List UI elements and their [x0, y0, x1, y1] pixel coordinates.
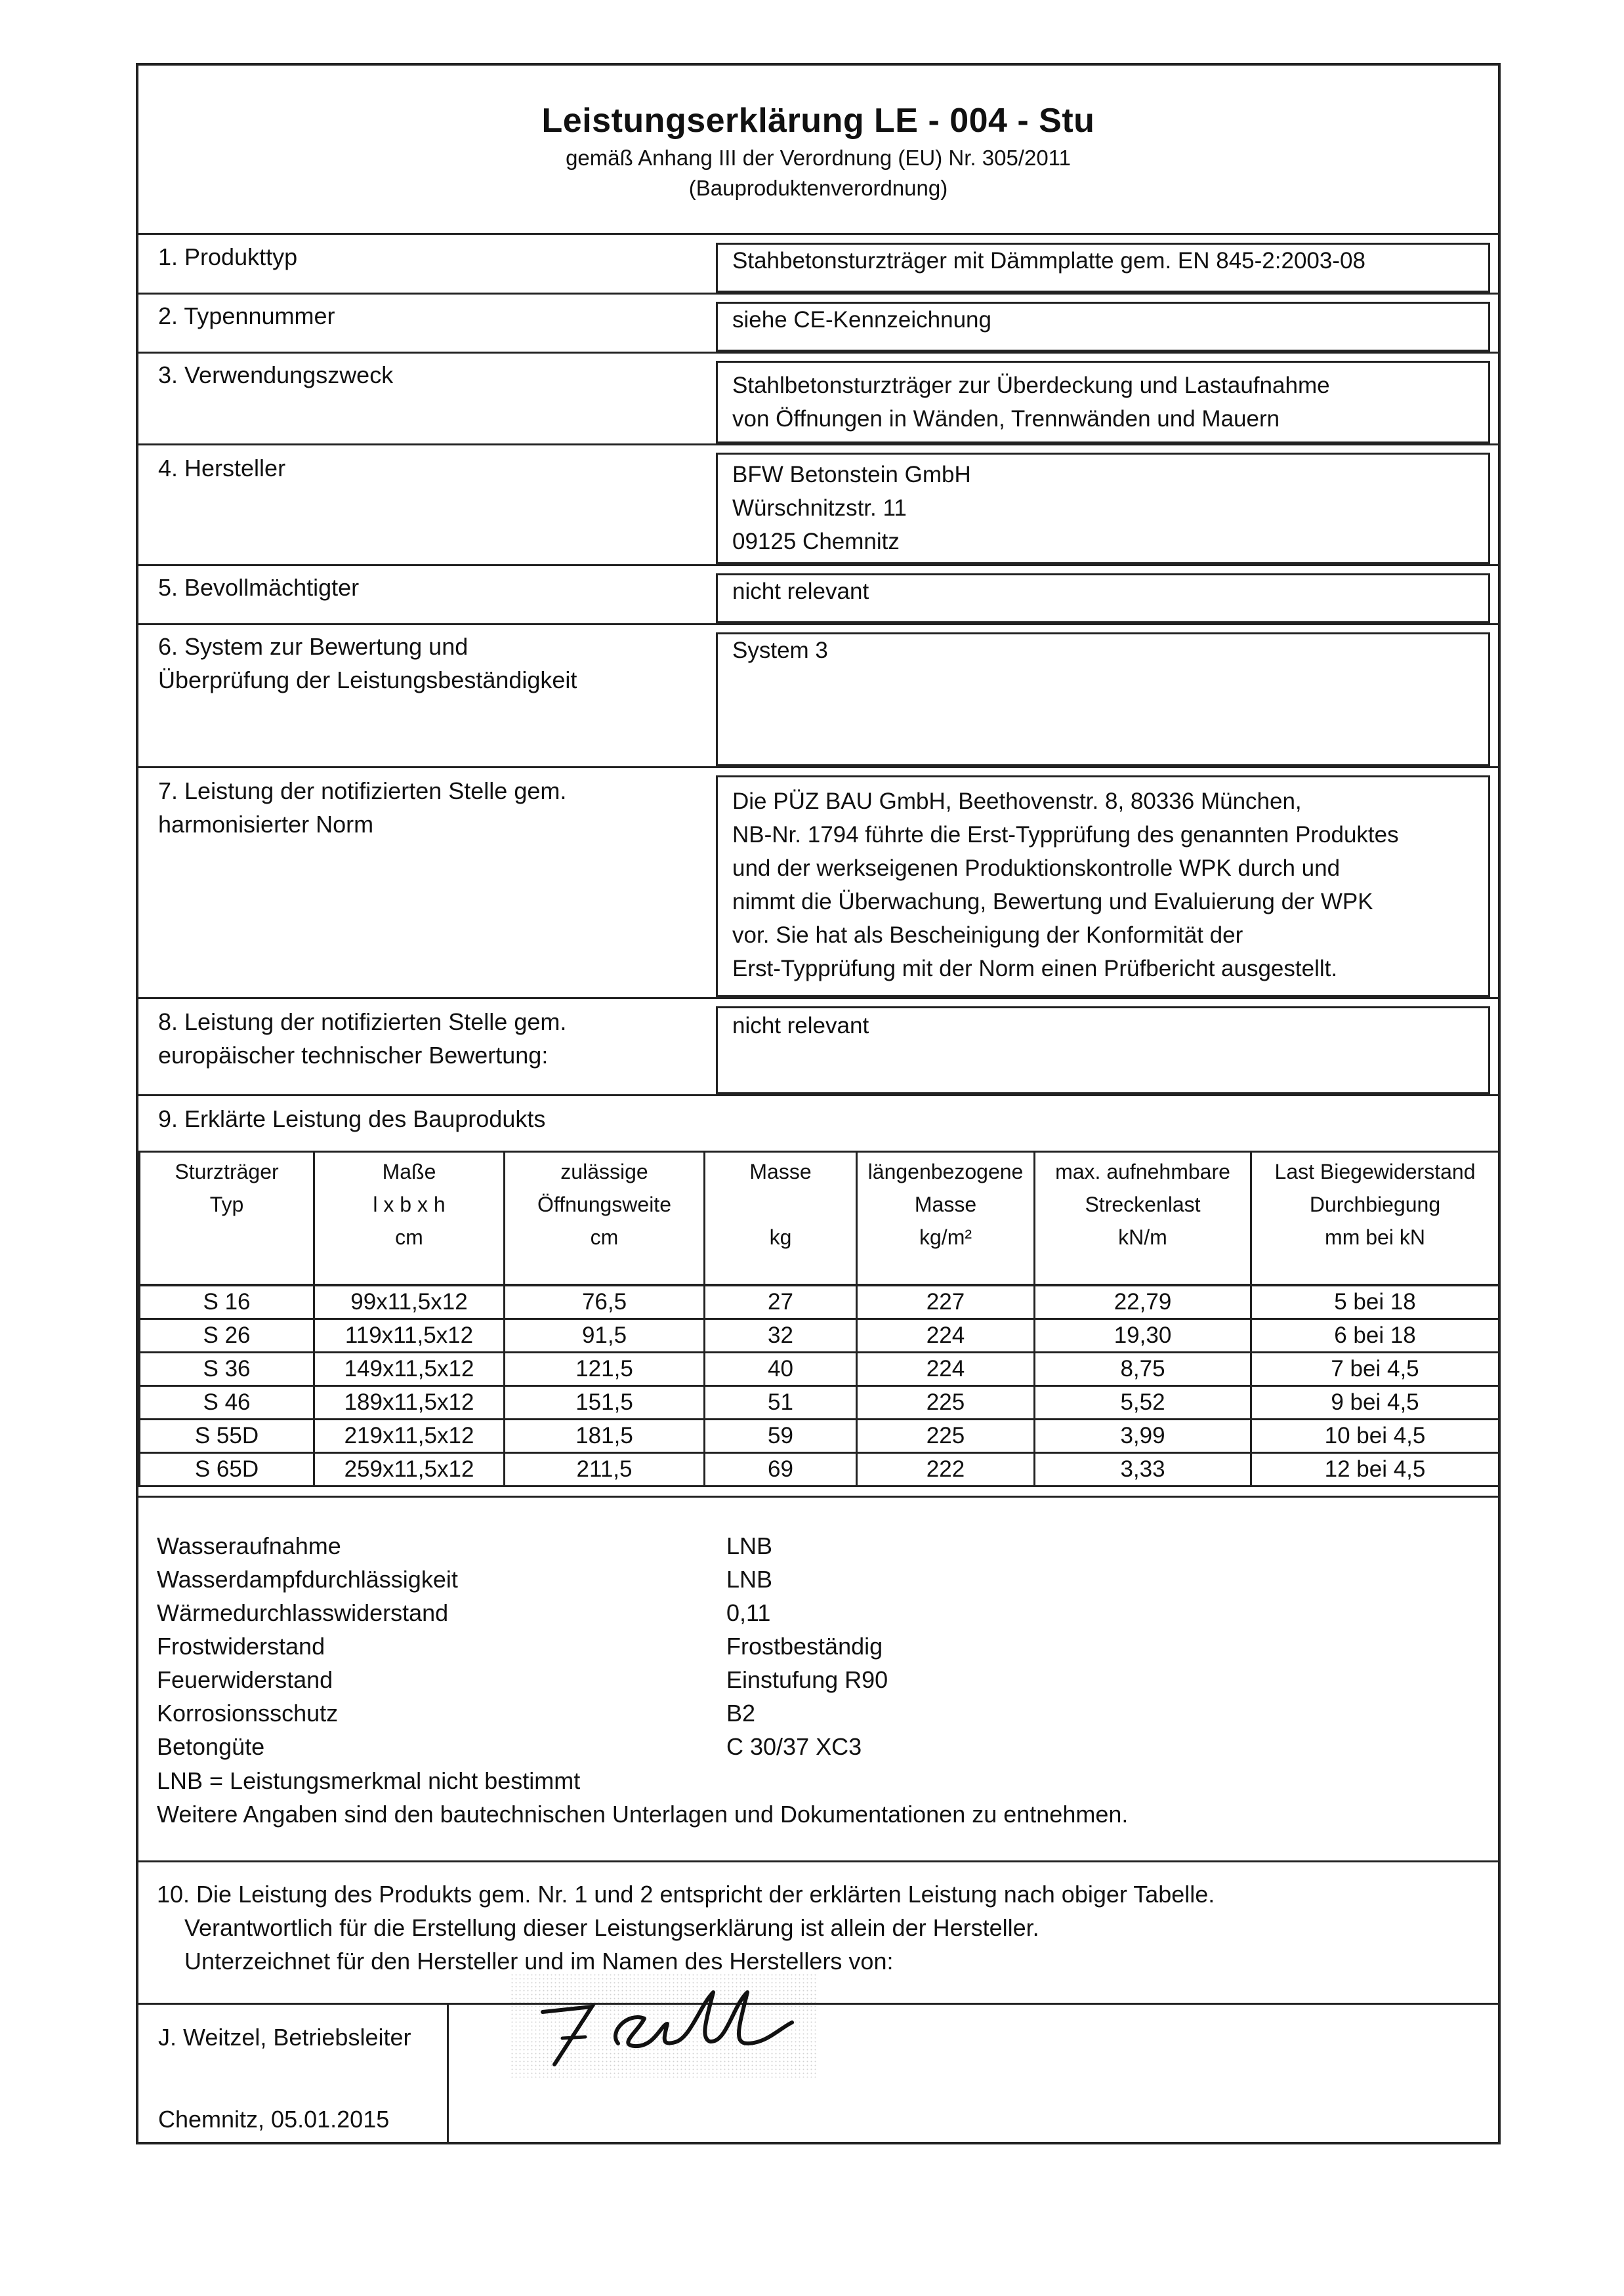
table-cell: 10 bei 4,5 [1251, 1420, 1499, 1453]
table-cell: 76,5 [505, 1285, 705, 1319]
table-cell: 224 [857, 1319, 1035, 1353]
table-cell: 222 [857, 1453, 1035, 1486]
row-value-bewertungssystem: System 3 [732, 638, 828, 663]
property-name: Feuerwiderstand [157, 1666, 333, 1693]
table-cell: 8,75 [1035, 1353, 1251, 1386]
more-info-note: Weitere Angaben sind den bautechnischen Unterlagen und Dokumentationen zu entnehmen. [157, 1801, 1129, 1828]
property-name: Wasseraufnahme [157, 1532, 341, 1559]
table-cell: 12 bei 4,5 [1251, 1453, 1499, 1486]
property-name: Frostwiderstand [157, 1633, 325, 1660]
column-header: max. aufnehmbare Streckenlast kN/m [1035, 1152, 1251, 1286]
table-cell: S 65D [140, 1453, 314, 1486]
row-value-verwendungszweck: Stahlbetonsturzträger zur Überdeckung und Lastaufnahme von Öffnungen in Wänden, Trennwänden und Mauern [732, 373, 1330, 432]
table-cell: 19,30 [1035, 1319, 1251, 1353]
table-cell: S 46 [140, 1386, 314, 1420]
table-cell: 224 [857, 1353, 1035, 1386]
property-list [157, 1529, 888, 1763]
header [138, 101, 1498, 201]
column-header: Last Biegewiderstand Durchbiegung mm bei kN [1251, 1152, 1499, 1286]
declaration-document [136, 63, 1501, 2144]
column-header: längenbezogene Masse kg/m² [857, 1152, 1035, 1286]
row-value-notifizierte-stelle-norm: Die PÜZ BAU GmbH, Beethovenstr. 8, 80336 München, NB-Nr. 1794 führte die Erst-Typprüfung des genannten Produktes und der werkseigenen Produktionskontrolle WPK durch und nimmt die Überwachung, Bewertung und Evaluierung der WPK vor. Sie hat als Bescheinigung der Konformität der Erst-Typprüfung mit der Norm einen Prüfbericht ausgestellt. [732, 789, 1399, 981]
section10-line2: Verantwortlich für die Erstellung dieser Leistungserklärung ist allein der Hersteller. [184, 1914, 1039, 1941]
table-cell: 7 bei 4,5 [1251, 1353, 1499, 1386]
table-cell: 69 [705, 1453, 857, 1486]
divider [138, 564, 1498, 566]
row-value-hersteller: BFW Betonstein GmbH Würschnitzstr. 11 09125 Chemnitz [732, 462, 971, 554]
row-label-bevollmaechtigter: 5. Bevollmächtigter [158, 574, 360, 601]
table-cell: 22,79 [1035, 1285, 1251, 1319]
table-row [140, 1319, 1499, 1353]
table-row [140, 1386, 1499, 1420]
property-value: C 30/37 XC3 [726, 1733, 862, 1760]
divider [138, 293, 1498, 295]
property-row [157, 1696, 888, 1730]
property-row [157, 1563, 888, 1596]
row-value-produkttyp: Stahbetonsturzträger mit Dämmplatte gem. EN 845-2:2003-08 [732, 248, 1365, 274]
section9-heading: 9. Erklärte Leistung des Bauprodukts [158, 1105, 546, 1132]
column-header: Masse kg [705, 1152, 857, 1286]
property-row [157, 1663, 888, 1696]
divider [138, 233, 1498, 235]
table-cell: 211,5 [505, 1453, 705, 1486]
table-cell: S 16 [140, 1285, 314, 1319]
table-cell: 149x11,5x12 [314, 1353, 505, 1386]
property-name: Wärmedurchlasswiderstand [157, 1599, 449, 1626]
divider [138, 443, 1498, 445]
table-cell: 3,33 [1035, 1453, 1251, 1486]
table-row [140, 1285, 1499, 1319]
table-cell: 3,99 [1035, 1420, 1251, 1453]
table-cell: 9 bei 4,5 [1251, 1386, 1499, 1420]
place-date: Chemnitz, 05.01.2015 [158, 2106, 390, 2133]
row-label-notifizierte-stelle-norm: 7. Leistung der notifizierten Stelle gem. harmonisierter Norm [158, 777, 567, 838]
table-cell: S 55D [140, 1420, 314, 1453]
column-header: Maße l x b x h cm [314, 1152, 505, 1286]
table-row [140, 1453, 1499, 1486]
row-value-typennummer: siehe CE-Kennzeichnung [732, 307, 991, 333]
table-cell: 225 [857, 1420, 1035, 1453]
divider [138, 1094, 1498, 1096]
property-value: Frostbeständig [726, 1633, 883, 1660]
table-cell: 51 [705, 1386, 857, 1420]
table-cell: 91,5 [505, 1319, 705, 1353]
property-row [157, 1596, 888, 1630]
table-cell: S 26 [140, 1319, 314, 1353]
table-cell: S 36 [140, 1353, 314, 1386]
divider [138, 352, 1498, 354]
divider [138, 766, 1498, 768]
property-value: B2 [726, 1700, 756, 1727]
property-name: Wasserdampfdurchlässigkeit [157, 1566, 458, 1593]
property-value: Einstufung R90 [726, 1666, 888, 1693]
divider [138, 997, 1498, 999]
table-cell: 5,52 [1035, 1386, 1251, 1420]
property-name: Betongüte [157, 1733, 265, 1760]
divider [138, 1860, 1498, 1862]
table-cell: 99x11,5x12 [314, 1285, 505, 1319]
table-cell: 181,5 [505, 1420, 705, 1453]
divider [138, 623, 1498, 625]
property-row [157, 1630, 888, 1663]
table-cell: 189x11,5x12 [314, 1386, 505, 1420]
row-value-bevollmaechtigter: nicht relevant [732, 579, 869, 604]
value-box-6 [716, 632, 1490, 766]
signatory-name: J. Weitzel, Betriebsleiter [158, 2024, 411, 2051]
table-cell: 227 [857, 1285, 1035, 1319]
row-label-notifizierte-stelle-bewertung: 8. Leistung der notifizierten Stelle gem. europäischer technischer Bewertung: [158, 1008, 567, 1069]
table-cell: 27 [705, 1285, 857, 1319]
row-label-hersteller: 4. Hersteller [158, 455, 286, 482]
document-subtitle-2: (Bauproduktenverordnung) [688, 176, 948, 200]
table-cell: 225 [857, 1386, 1035, 1420]
performance-table [138, 1151, 1500, 1487]
property-row [157, 1730, 888, 1763]
table-cell: 259x11,5x12 [314, 1453, 505, 1486]
row-value-notifizierte-stelle-bewertung: nicht relevant [732, 1013, 869, 1038]
table-row [140, 1420, 1499, 1453]
row-label-bewertungssystem: 6. System zur Bewertung und Überprüfung der Leistungsbeständigkeit [158, 633, 577, 693]
table-cell: 119x11,5x12 [314, 1319, 505, 1353]
table-cell: 5 bei 18 [1251, 1285, 1499, 1319]
column-header: zulässige Öffnungsweite cm [505, 1152, 705, 1286]
table-cell: 32 [705, 1319, 857, 1353]
row-label-verwendungszweck: 3. Verwendungszweck [158, 361, 394, 388]
table-header-row [140, 1152, 1499, 1286]
table-cell: 59 [705, 1420, 857, 1453]
table-row [140, 1353, 1499, 1386]
row-label-typennummer: 2. Typennummer [158, 302, 335, 329]
handwritten-signature [503, 1966, 825, 2083]
table-cell: 151,5 [505, 1386, 705, 1420]
property-value: 0,11 [726, 1599, 771, 1626]
document-subtitle: gemäß Anhang III der Verordnung (EU) Nr. 305/2011 [566, 146, 1071, 170]
document-title: Leistungserklärung LE - 004 - Stu [541, 102, 1095, 140]
section10-line1: 10. Die Leistung des Produkts gem. Nr. 1 und 2 entspricht der erklärten Leistung nach obiger Tabelle. [157, 1881, 1215, 1908]
table-cell: 219x11,5x12 [314, 1420, 505, 1453]
table-cell: 6 bei 18 [1251, 1319, 1499, 1353]
property-row [157, 1529, 888, 1563]
table-cell: 121,5 [505, 1353, 705, 1386]
property-value: LNB [726, 1532, 773, 1559]
property-value: LNB [726, 1566, 773, 1593]
lnb-note: LNB = Leistungsmerkmal nicht bestimmt [157, 1767, 581, 1794]
row-label-produkttyp: 1. Produkttyp [158, 243, 298, 270]
divider [138, 1496, 1498, 1498]
column-header: Sturzträger Typ [140, 1152, 314, 1286]
property-name: Korrosionsschutz [157, 1700, 339, 1727]
section10-line3: Unterzeichnet für den Hersteller und im Namen des Herstellers von: [184, 1948, 894, 1975]
table-cell: 40 [705, 1353, 857, 1386]
